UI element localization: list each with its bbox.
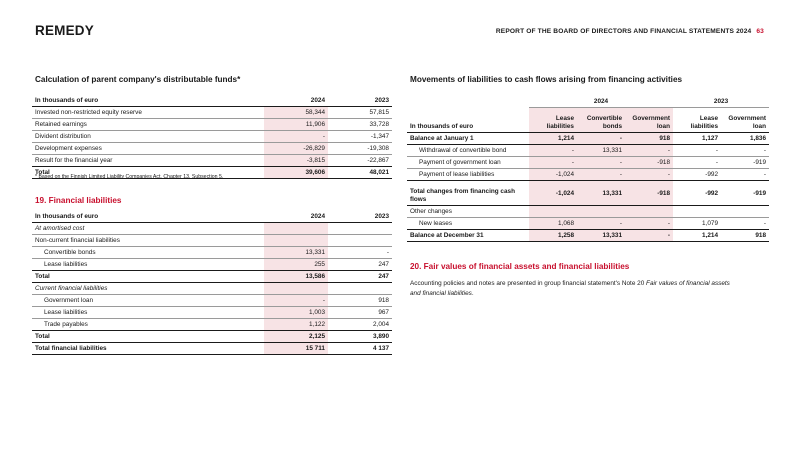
year-2024: 2024 xyxy=(529,96,673,108)
col-2024: 2024 xyxy=(264,95,328,107)
col-2024: 2024 xyxy=(264,211,328,223)
table-row: Payment of lease liabilities -1,024 - - -992 - xyxy=(407,169,769,181)
table-row: Lease liabilities 1,003 967 xyxy=(32,307,392,319)
page-number: 63 xyxy=(756,28,764,35)
col-label: In thousands of euro xyxy=(32,95,264,107)
financial-liabilities-title: 19. Financial liabilities xyxy=(35,196,122,205)
report-header xyxy=(496,28,764,35)
table-row: Result for the financial year -3,815 -22,867 xyxy=(32,155,392,167)
table-row: Withdrawal of convertible bond - 13,331 - - - xyxy=(407,145,769,157)
table-row: Invested non-restricted equity reserve 58,344 57,815 xyxy=(32,107,392,119)
table-row: Other changes xyxy=(407,206,769,218)
table-row: Convertible bonds 13,331 - xyxy=(32,247,392,259)
financial-liabilities-table xyxy=(32,211,392,355)
table-row: Development expenses -26,829 -19,308 xyxy=(32,143,392,155)
table-row: Retained earnings 11,906 33,728 xyxy=(32,119,392,131)
opening-balance-row: Balance at January 1 1,214 - 918 1,127 1,836 xyxy=(407,133,769,145)
table-row: New leases 1,068 - - 1,079 - xyxy=(407,218,769,230)
year-header-row xyxy=(407,96,769,108)
table-header xyxy=(32,95,392,107)
table-row: Government loan - 918 xyxy=(32,295,392,307)
col-2023: 2023 xyxy=(328,211,392,223)
fair-values-title: 20. Fair values of financial assets and financial liabilities xyxy=(410,262,630,271)
table-row: Trade payables 1,122 2,004 xyxy=(32,319,392,331)
col-label: In thousands of euro xyxy=(407,108,529,133)
movements-table xyxy=(407,96,769,242)
year-2023: 2023 xyxy=(673,96,769,108)
closing-balance-row: Balance at December 31 1,258 13,331 - 1,214 918 xyxy=(407,230,769,242)
remedy-logo: REMEDY xyxy=(35,23,94,38)
table-row: At amortised cost xyxy=(32,223,392,235)
table-row: Divident distribution - -1,347 xyxy=(32,131,392,143)
report-title: REPORT OF THE BOARD OF DIRECTORS AND FINANCIAL STATEMENTS 2024 xyxy=(495,28,752,35)
fair-values-text: Accounting policies and notes are presented in group financial statement's Note 20 Fair values of financial assets and financial liabilities. xyxy=(410,280,730,297)
total-row: Total 13,586 247 xyxy=(32,271,392,283)
footnote: * Based on the Finnish Limited Liability Companies Act, Chapter 13, Subsection 5. xyxy=(35,174,224,180)
movements-title: Movements of liabilities to cash flows arising from financing activities xyxy=(410,75,683,84)
table-row: Non-current financial liabilities xyxy=(32,235,392,247)
distributable-funds-table xyxy=(32,95,392,179)
distributable-funds-title: Calculation of parent company's distributable funds* xyxy=(35,75,241,84)
col-2023: 2023 xyxy=(328,95,392,107)
table-row: Current financial liabilities xyxy=(32,283,392,295)
table-row: Payment of government loan - - -918 - -919 xyxy=(407,157,769,169)
total-changes-row: Total changes from financing cash flows -1,024 13,331 -918 -992 -919 xyxy=(407,181,769,206)
grand-total-row: Total financial liabilities 15 711 4 137 xyxy=(32,343,392,355)
table-header xyxy=(32,211,392,223)
table-row: Lease liabilities 255 247 xyxy=(32,259,392,271)
total-row: Total 39,606 48,021 xyxy=(32,167,392,179)
total-row: Total 2,125 3,890 xyxy=(32,331,392,343)
table-header: In thousands of euro Lease liabilities Convertible bonds Government loan Lease liabilities Government loan xyxy=(407,108,769,133)
col-label: In thousands of euro xyxy=(32,211,264,223)
